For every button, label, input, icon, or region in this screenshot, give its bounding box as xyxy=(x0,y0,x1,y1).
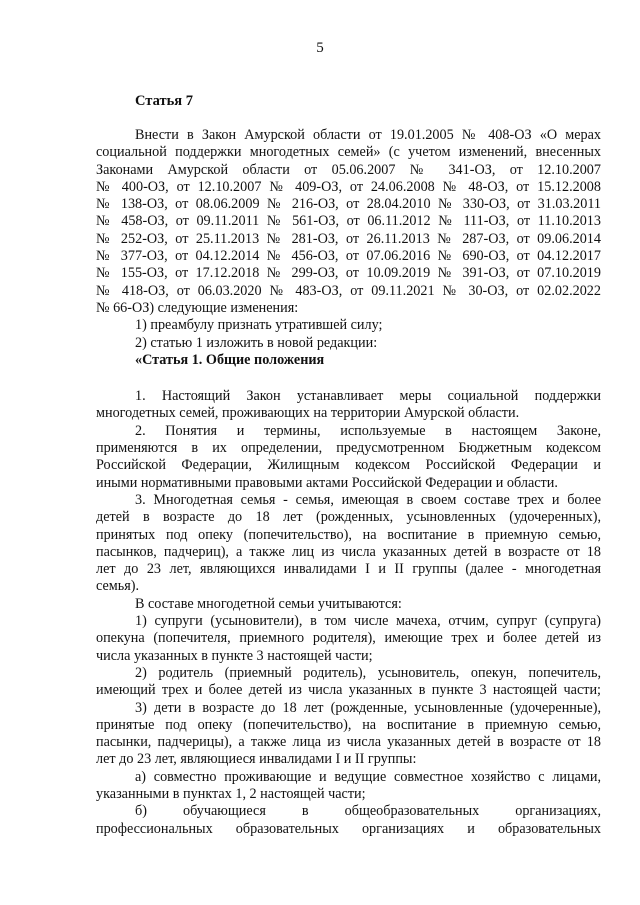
text-line: 2. Понятия и термины, используемые в настоящем Законе, xyxy=(135,422,601,439)
article-heading: Статья 7 xyxy=(135,93,193,109)
text-line: № 138-ОЗ, от 08.06.2009 № 216-ОЗ, от 28.04.2010 № 330-ОЗ, от 31.03.2011 xyxy=(96,196,601,213)
text-line: № 66-ОЗ) следующие изменения: xyxy=(96,299,299,316)
text-line: 3. Многодетная семья - семья, имеющая в своем составе трех и более xyxy=(135,491,601,508)
text-line: № 458-ОЗ, от 09.11.2011 № 561-ОЗ, от 06.11.2012 № 111-ОЗ, от 11.10.2013 xyxy=(96,213,601,230)
text-line: указанными в пунктах 1, 2 настоящей части; xyxy=(96,785,366,802)
new-article-heading: «Статья 1. Общие положения xyxy=(135,351,325,368)
text-line: лет до 23 лет, являющихся инвалидами I и II группы (далее - многодетная xyxy=(96,561,601,578)
text-line: 1. Настоящий Закон устанавливает меры социальной поддержки xyxy=(135,388,601,405)
text-line: Российской Федерации, Жилищным кодексом Российской Федерации и xyxy=(96,457,601,474)
text-line: № 155-ОЗ, от 17.12.2018 № 299-ОЗ, от 10.09.2019 № 391-ОЗ, от 07.10.2019 xyxy=(96,265,601,282)
text-line: № 252-ОЗ, от 25.11.2013 № 281-ОЗ, от 26.11.2013 № 287-ОЗ, от 09.06.2014 xyxy=(96,230,601,247)
text-line: многодетных семей, проживающих на территории Амурской области. xyxy=(96,405,520,422)
text-line: опекуна (попечителя, приемного родителя), имеющие трех и более детей из xyxy=(96,630,601,647)
document-body xyxy=(96,127,601,838)
text-line: иными нормативными правовыми актами Российской Федерации и области. xyxy=(96,474,558,491)
text-line: применяются в их определении, предусмотренном Бюджетным кодексом xyxy=(96,440,601,457)
amendment-item-1: 1) преамбулу признать утратившей силу; xyxy=(135,317,383,334)
text-line: числа указанных в пункте 3 настоящей части; xyxy=(96,647,373,664)
text-line: принятых под опеку (попечительство), на воспитание в приемную семью, xyxy=(96,526,601,543)
text-line: семья). xyxy=(96,578,140,595)
text-line: профессиональных образовательных организациях и образовательных xyxy=(96,820,601,837)
text-line: 2) родитель (приемный родитель), усыновитель, опекун, попечитель, xyxy=(135,664,601,681)
page-number: 5 xyxy=(316,40,324,56)
composition-intro: В составе многодетной семьи учитываются: xyxy=(135,595,402,612)
text-line: принятые под опеку (попечительство), на воспитание в приемную семью, xyxy=(96,716,601,733)
text-line: Внести в Закон Амурской области от 19.01.2005 № 408-ОЗ «О мерах xyxy=(135,127,601,143)
text-line: а) совместно проживающие и ведущие совместное хозяйство с лицами, xyxy=(135,768,601,785)
text-line: пасынки, падчерицы), а также лица из числа указанных детей в возрасте от 18 xyxy=(96,734,601,751)
text-line: детей в возрасте до 18 лет (рожденных, усыновленных (удочеренных), xyxy=(96,509,601,526)
text-line: Законами Амурской области от 05.06.2007 № 341-ОЗ, от 12.10.2007 xyxy=(96,161,601,178)
text-line: лет до 23 лет, являющиеся инвалидами I и II группы: xyxy=(96,751,417,768)
text-line: имеющий трех и более детей из числа указанных в пункте 3 настоящей части; xyxy=(96,682,601,699)
text-line: 3) дети в возрасте до 18 лет (рожденные, усыновленные (удочеренные), xyxy=(135,699,601,716)
text-line: социальной поддержки многодетных семей» (с учетом изменений, внесенных xyxy=(96,144,601,161)
text-line: 1) супруги (усыновители), в том числе мачеха, отчим, супруг (супруга) xyxy=(135,613,601,630)
text-line: № 418-ОЗ, от 06.03.2020 № 483-ОЗ, от 09.11.2021 № 30-ОЗ, от 02.02.2022 xyxy=(96,282,601,299)
text-line: пасынков, падчериц), а также лиц из числа указанных детей в возрасте от 18 xyxy=(96,543,601,560)
text-line: б) обучающиеся в общеобразовательных организациях, xyxy=(135,803,601,820)
text-line: № 377-ОЗ, от 04.12.2014 № 456-ОЗ, от 07.06.2016 № 690-ОЗ, от 04.12.2017 xyxy=(96,248,601,265)
amendment-item-2: 2) статью 1 изложить в новой редакции: xyxy=(135,334,378,351)
text-line: № 400-ОЗ, от 12.10.2007 № 409-ОЗ, от 24.06.2008 № 48-ОЗ, от 15.12.2008 xyxy=(96,178,601,195)
